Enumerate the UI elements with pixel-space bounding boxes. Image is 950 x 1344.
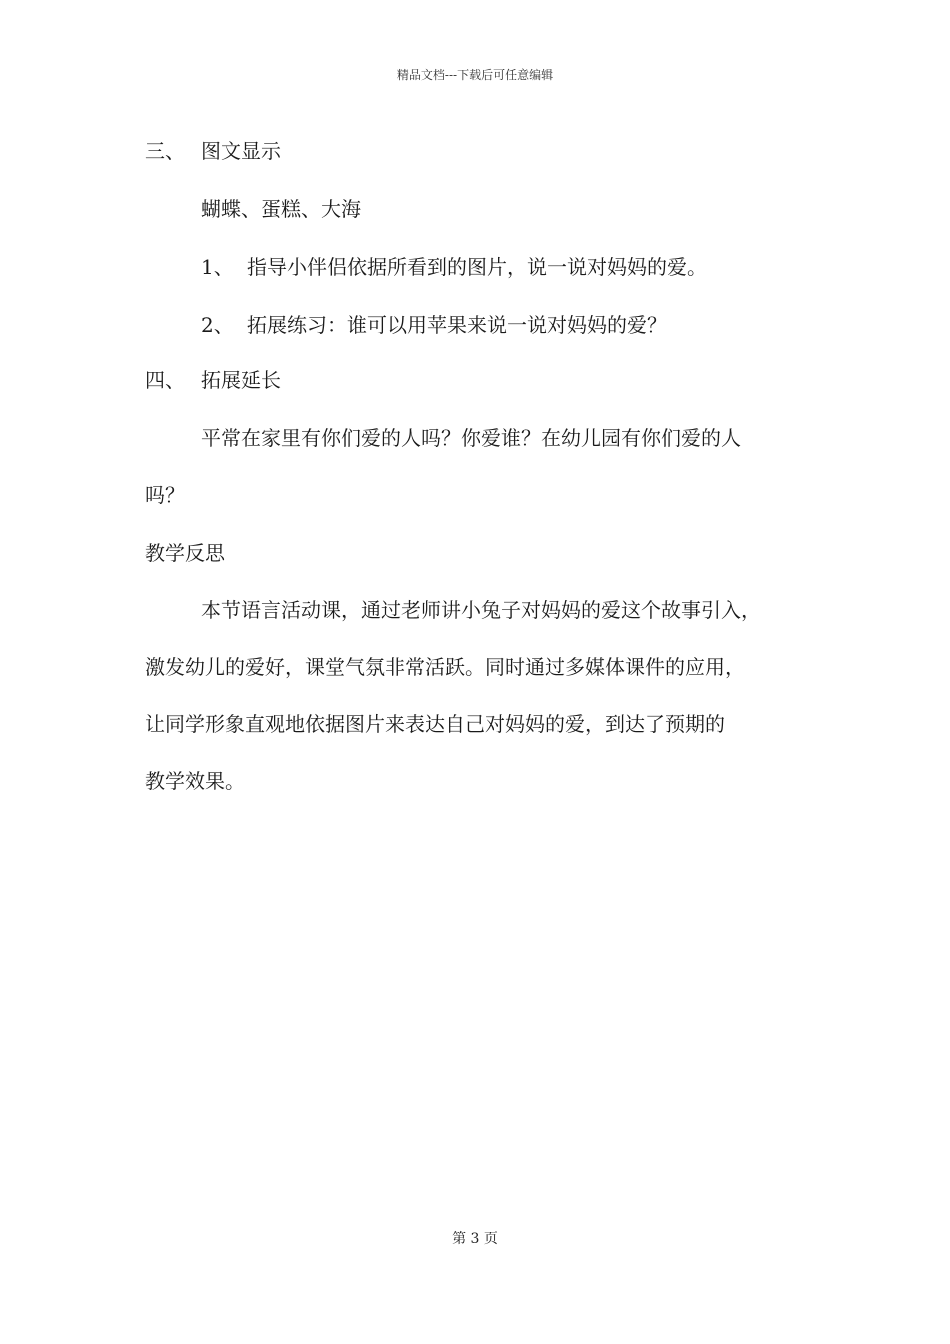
- list-item-1: [201, 255, 707, 279]
- section-4-paragraph-line-1: 平常在家里有你们爱的人吗？你爱谁？在幼儿园有你们爱的人: [201, 426, 741, 450]
- page-header: 精品文档---下载后可任意编辑: [396, 68, 554, 82]
- reflection-title: 教学反思: [145, 541, 225, 565]
- list-item-1-number: 1、: [201, 255, 234, 279]
- section-3-number: 三、: [145, 139, 185, 163]
- section-4-heading: [145, 368, 281, 392]
- section-4-title: 拓展延长: [201, 368, 281, 392]
- section-3-heading: [145, 139, 281, 163]
- section-3-title: 图文显示: [201, 139, 281, 163]
- list-item-2-number: 2、: [201, 313, 234, 337]
- section-4-number: 四、: [145, 368, 185, 392]
- reflection-line-2: 激发幼儿的爱好，课堂气氛非常活跃。同时通过多媒体课件的应用，: [145, 655, 745, 679]
- list-item-1-text: 指导小伴侣依据所看到的图片，说一说对妈妈的爱。: [247, 255, 707, 279]
- reflection-line-1: 本节语言活动课，通过老师讲小兔子对妈妈的爱这个故事引入，: [201, 598, 761, 622]
- list-item-2: [201, 313, 667, 337]
- reflection-line-3: 让同学形象直观地依据图片来表达自己对妈妈的爱，到达了预期的: [145, 712, 725, 736]
- section-4-paragraph-line-2: 吗？: [145, 483, 185, 507]
- reflection-line-4: 教学效果。: [145, 769, 245, 793]
- section-3-items: 蝴蝶、蛋糕、大海: [201, 197, 361, 221]
- page-footer: 第 3 页: [452, 1231, 498, 1247]
- list-item-2-text: 拓展练习：谁可以用苹果来说一说对妈妈的爱？: [247, 313, 667, 337]
